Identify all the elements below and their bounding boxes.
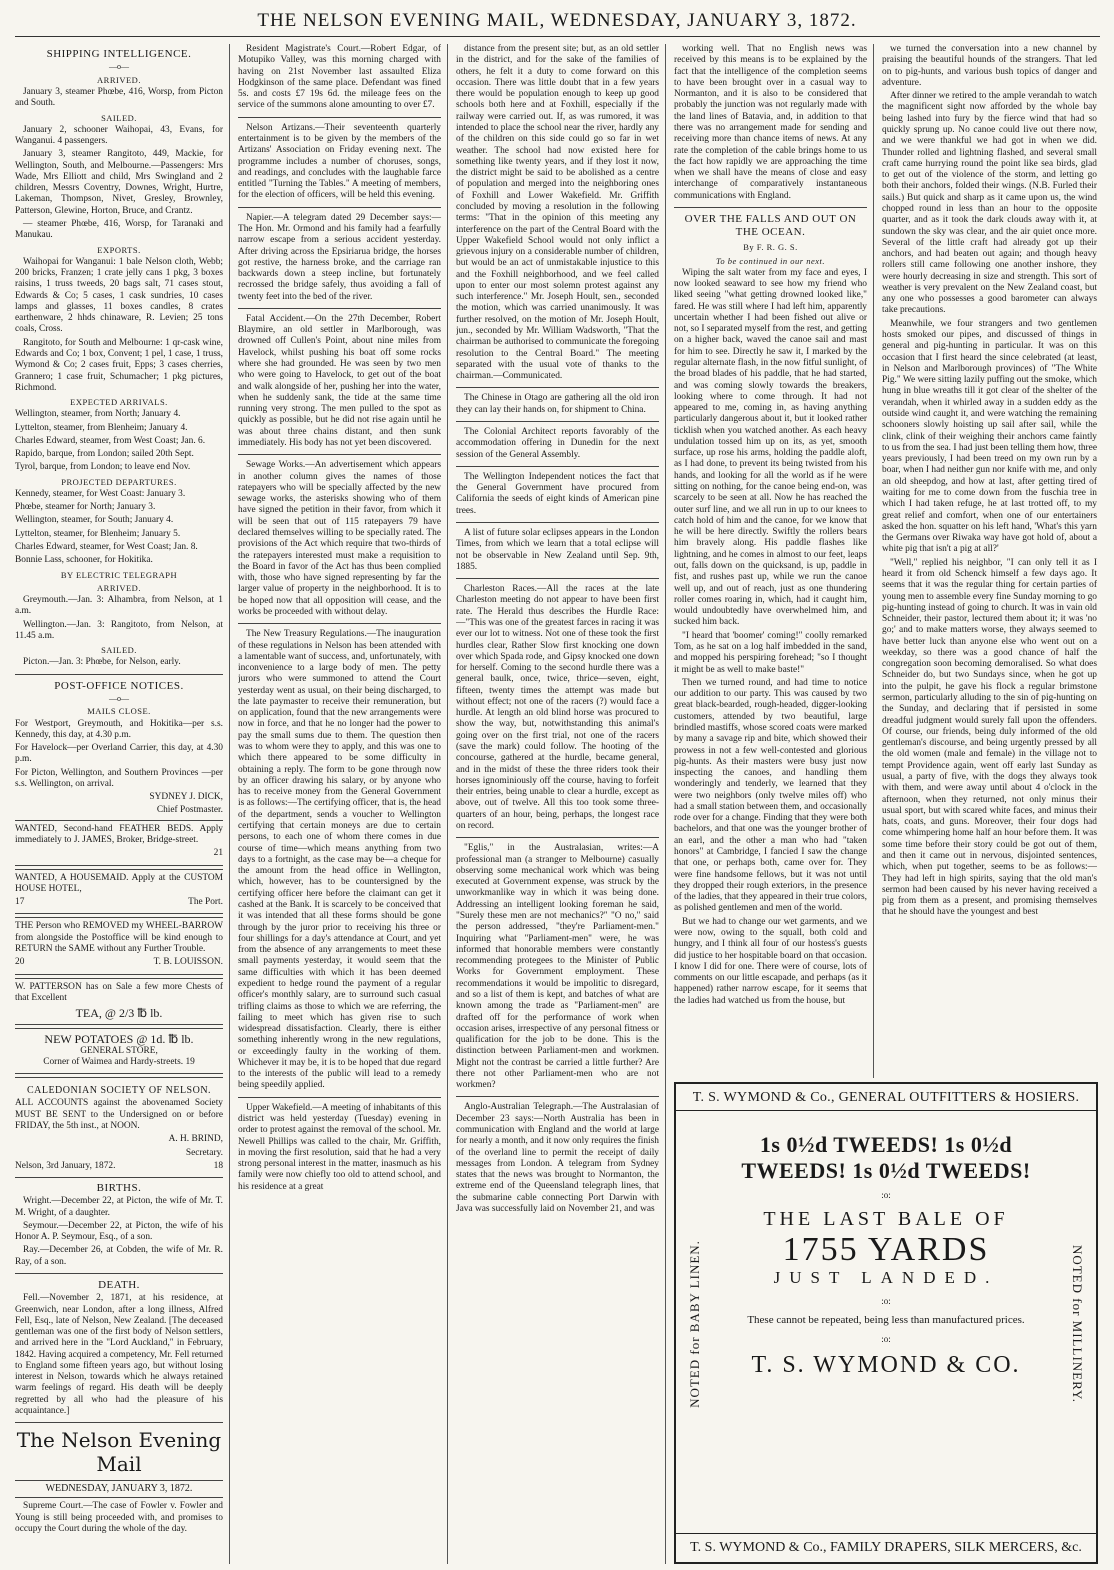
wymond-tweeds: 1s 0½d TWEEDS! 1s 0½d TWEEDS! 1s 0½d TWEEDS! bbox=[741, 1132, 1031, 1183]
article: "Eglis," in the Australasian, writes:—A professional man (a stranger to Melbourne) casually observing some mechanical work which was being executed at Government expense, was struck by the unworkmanlike way in which it was being done. Addressing an intelligent looking foreman he said, "Surely these men are not mechanics?" "O no," said the person addressed, "they're Parliament-men." Inquiring what "Parliament-men" were, he was informed that honorable members were constantly recommending protegees to the Minister of Public Works for Government employment. These recommendations it would be impolitic to disregard, and so a list of them is kept, and batches of what are known among the trade as "Parliament-men" are drafted off for the performance of work when occasion arises, irrespective of any personal fitness or qualification for the job to be done. This is the distinction between Parliament-men and workmen. Might not the contrast be carried a little further? Are there not other Parliament-men who are not workmen? bbox=[456, 843, 659, 1091]
article: Upper Wakefield.—A meeting of inhabitants of this district was held yesterday (Tuesday) evening in order to protest against the removal of the school. Mr. Newell Phillips was called to the chair, Mr. Griffith, in moving the first resolution, said that he had a very strong personal interest in the matter, inasmuch as his family were now chiefly too old to attend school, and his residence at a great bbox=[238, 1102, 441, 1192]
caledonian-signer-title: Secretary. bbox=[185, 1147, 223, 1158]
wymond-yards: 1755 YARDS bbox=[782, 1231, 990, 1268]
ad-number: 20 bbox=[15, 957, 25, 968]
column-4 bbox=[674, 44, 874, 1078]
mail-entry: For Westport, Greymouth, and Hokitika—per s.s. Kennedy, this day, at 4.30 p.m. bbox=[15, 718, 223, 740]
sailed-entry: — steamer Phœbe, 416, Worsp, for Taranaki and Manukau. bbox=[15, 218, 223, 241]
ad-wymond bbox=[674, 1082, 1098, 1564]
story-paragraph: "Well," replied his neighbor, "I can only tell it as I heard it from old Schenck himself a few days ago. It seems that it was the regular thing for certain parties of young men to assemble every fine Sunday morning to go pig-hunting instead of going to church. It was in vain old Schneider, their pastor, lectured them about it; it was 'no go;' and to make matters worse, they always seemed to have better luck than anyone else who went out on a weekday, so there was a good chance of half the congregation soon becoming demoralised. So what does Schneider do, but two Sundays since, when he got up into the pulpit, he gave his flock a regular brimstone sermon, particularly alluding to the sin of pig-hunting on the Sunday, and declaring that if persisted in some dreadful judgment would surely fall upon the offenders. Of course, our friends, being duly informed of the old gentleman's discourse, and being urgently pressed by all the old women (male and female) in the village not to tempt Providence again, went off early last Sunday as usual, a party of five, with the dogs they always took with them, and were away until about 4 o'clock in the afternoon, when they returned, not only minus their usual sport, but with scared white faces, and minus their hats, coats, and guns. Moreover, their four dogs had come whimpering home half an hour before them. It was some time before their story could be got out of them, and then it came out in nervous, disjointed sentences, which, when put together, seems to be as follows:—They had left in high spirits, saying that the old man's sermon had been caused by his never having received a pig from them as a present, and promising themselves that he should have the youngest and best bbox=[882, 557, 1097, 918]
story-paragraph: Meanwhile, we four strangers and two gentlemen hosts smoked our pipes, and discussed of things in general and pig-hunting in particular. It was on this occasion that I first heard the since celebrated (at least, in Nelson and Marlborough provinces) of "The White Pig." We were sitting lazily puffing out the smoke, which hung in blue wreaths till it got clear of the shelter of the verandah, when it whirled away in a sudden eddy as the outside wind caught it, and were watching the remaining schooners slowly hoisting up sail after sail, while the clink, clink of their weighing their anchors came faintly to us from the sea. I had just been telling them how, three years previously, I had been treed on my own run by a boar, when I had neither gun nor knife with me, and only an old sheepdog, and how at last, after getting tired of waiting for me to come down from the fuschia tree in which I had taken refuge, he at last trotted off, to my great relief and comfort, when one of our entertainers asked the hon. squatter on his left hand, 'What's this yarn the Germans over Riwaka way have got hold of, about a white pig that isn't a pig at all?' bbox=[882, 318, 1097, 555]
rule bbox=[456, 421, 659, 422]
projected-entry: Lyttelton, steamer, for Blenheim; January 5. bbox=[15, 528, 181, 539]
article: Napier.—A telegram dated 29 December says:—The Hon. Mr. Ormond and his family had a fearfully narrow escape from a serious accident yesterday. After driving across the Epsiriarua bridge, the horses got restive, the harness broke, and the carriage ran backwards down a steep incline, but fortunately recrossed the bridge safely, thus avoiding a fall of twenty feet into the bed of the river. bbox=[238, 212, 441, 302]
wymond-landed: JUST LANDED. bbox=[773, 1268, 999, 1288]
article: distance from the present site; but, as an old settler in the district, and for the sake of the families of others, he felt it a duty to come forward on this occasion. There was little doubt that in a few years there would be population enough to keep up good schools both here and at Foxhill, especially if the railway were carried out. If, as was rumored, it was intended to place the school near the river, hardly any of the children on this side could go so far in wet weather. The school had now existed here for something like twenty years, and if they lost it now, the district might be said to be abolished as a centre of population and merged into the neighboring ones of Foxhill and Lower Wakefield. Mr. Griffith concluded by moving a resolution in the following terms: "That in the opinion of this meeting any interference on the part of the Central Board with the Upper Wakefield School would not only inflict a grievous injury on a considerable number of children, but would be an act of unmistakable injustice to this and the Foxhill neighborhood, and we feel called upon to enter our most solemn protest against any such interference." Mr. Joseph Hoult, sen., seconded the motion, which was carried unanimously. It was further resolved, on the motion of Mr. Joseph Hoult, jun., seconded by Mr. William Wadsworth, "That the chairman be authorised to communicate the foregoing resolution to the Central Board." The meeting separated with the usual vote of thanks to the chairman.—Communicated. bbox=[456, 44, 659, 382]
rule bbox=[238, 623, 441, 624]
rule bbox=[238, 308, 441, 309]
ad-number: 17 bbox=[15, 897, 25, 908]
exports-heading: EXPORTS. bbox=[97, 244, 141, 255]
ad-text: WANTED, Second-hand FEATHER BEDS. Apply immediately to J. JAMES, Broker, Bridge-street. bbox=[15, 823, 223, 846]
ad-address-text: Corner of Waimea and Hardy-streets. bbox=[43, 1057, 184, 1068]
story-paragraph: But we had to change our wet garments, and we were now, owing to the squall, both cold and hungry, and I think all four of our hostess's guests did justice to her hospitable board on that occasion. I know I did for one. There were of course, lots of comments on our little escapade, and perhaps (as it happened) rather narrow escape, for it seems that the ladies had watched us from the house, but bbox=[674, 916, 867, 1006]
projected-entry: Charles Edward, steamer, for West Coast; Jan. 8. bbox=[15, 542, 198, 552]
wymond-side-right-text: NOTED for MILLINERY. bbox=[1070, 1244, 1085, 1404]
wymond-main bbox=[716, 1132, 1056, 1379]
ad-text: ALL ACCOUNTS against the abovenamed Society MUST BE SENT to the Undersigned on or before FRIDAY, the 5th inst., at NOON. bbox=[15, 1098, 223, 1132]
ad-text: WANTED, A HOUSEMAID. Apply at the CUSTOM HOUSE HOTEL, bbox=[15, 872, 223, 894]
wymond-firm: T. S. WYMOND & CO. bbox=[751, 1352, 1021, 1379]
rule bbox=[456, 837, 659, 838]
rule bbox=[456, 387, 659, 388]
divider: —o— bbox=[109, 693, 129, 703]
sailed-entry: January 3, steamer Rangitoto, 449, Mackie, for Wellington, South, and Melbourne.—Passengers: Mrs Wade, Mrs Elliott and child, Mrs Swingland and 2 children, Messrs Coventry, Downes, Wright, Hurtre, Lakeman, Thompson, Nivet, Gresley, Brownley, Patterson, Glewine, Horton, Bruce, and Crantz. bbox=[15, 149, 223, 216]
story-paragraph: Wiping the salt water from my face and eyes, I now looked seaward to see how my friend who liked seeing "what getting drowned looked like," fared. He was still where I had left him, apparently uncertain whether I had been fished out alive or not, so I separated myself from the rest, and getting on a higher back, waved the canoe sail and mast for him to see. Directly he saw it, I marked by the regular alternate flash, in the now fitful sunlight, of the broad blades of his paddle, that he had started, and was coming slowly towards the breakers, looking where to come through. It had not appeared to me, coming in, as having anything particularly dangerous about it, but it looked rather ticklish when you watched another. As each heavy undulation tossed him up on its, as yet, smooth surface, up rose his arms, holding the paddle aloft, as I had done, to prevent its being twisted from his hands, and looking for all the world as if he were sitting on nothing, for the canoe being end-on, was scarcely to be seen at all. Now he has reached the outer surf line, and we all run in up to our knees to catch hold of him and the canoe, for we know that he will be here directly. Swiftly the rollers bears him bravely along. His paddle flashes like lightning, and he comes in almost to our feet, leaps out, falls down on the quicksand, is up, paddle in fist, and rushes past up, while we run the canoe well up, and out of reach, just as one thundering roller comes roaring in, which, had it caught him, would undoubtedly have overwhelmed him, and sucked him back. bbox=[674, 267, 867, 628]
ad-number: 21 bbox=[213, 848, 223, 859]
paper-dateline: WEDNESDAY, JANUARY 3, 1872. bbox=[15, 1480, 223, 1498]
ad-potatoes-price: NEW POTATOES @ 1d. ℔ lb. bbox=[44, 1031, 194, 1046]
ad-signer: T. B. LOUISSON. bbox=[153, 957, 223, 968]
article: The Colonial Architect reports favorably of the accommodation offering in Dunedin for the next session of the General Assembly. bbox=[456, 427, 659, 460]
ad-feather-beds bbox=[15, 820, 223, 866]
expected-entry: Wellington, steamer, from North; January 4. bbox=[15, 409, 181, 420]
post-title: POST-OFFICE NOTICES. bbox=[54, 679, 184, 692]
births-title: BIRTHS. bbox=[96, 1182, 142, 1195]
story-note: To be continued in our next. bbox=[715, 255, 826, 266]
article: Anglo-Australian Telegraph.—The Australasian of December 23 says:—North Australia has been in communication with England and the world at large for nearly a month, and it now only requires the finish of the overland line to permit the receipt of daily messages from London. A telegram from Sydney states that the news was brought to Normanton, the extreme end of the Queensland telegraph lines, that the submarine cable connecting Port Darwin with Java was successfully laid on November 21, and was bbox=[456, 1102, 659, 1214]
expected-entry: Tyrol, barque, from London; to leave end Nov. bbox=[15, 462, 191, 473]
projected-entry: Bonnie Lass, schooner, for Hokitika. bbox=[15, 555, 153, 566]
divider: —o— bbox=[109, 62, 129, 72]
birth-entry: Ray.—December 26, at Cobden, the wife of Mr. R. Ray, of a son. bbox=[15, 1245, 223, 1267]
ad-wheelbarrow bbox=[15, 917, 223, 974]
death-title: DEATH. bbox=[98, 1279, 140, 1292]
article: The Wellington Independent notices the fact that the General Government have procured from California the seeds of eight kinds of American pine trees. bbox=[456, 471, 659, 516]
ad-store-name: GENERAL STORE, bbox=[80, 1045, 158, 1056]
birth-entry: Seymour.—December 22, at Picton, the wife of his Honor A. P. Seymour, Esq., of a son. bbox=[15, 1220, 223, 1243]
ad-place: The Port. bbox=[188, 897, 223, 908]
tel-arrived-heading: ARRIVED. bbox=[97, 582, 141, 593]
story-byline: By F. R. G. S. bbox=[743, 242, 798, 253]
expected-entry: Rapido, barque, from London; sailed 20th Sept. bbox=[15, 449, 194, 460]
rule bbox=[15, 1273, 223, 1274]
ad-text: THE Person who REMOVED my WHEEL-BARROW from alongside the Postoffice will be kind enough to RETURN the SAME without any Further Trouble. bbox=[15, 921, 223, 954]
mails-heading: MAILS CLOSE. bbox=[87, 706, 151, 717]
wymond-last-bale: THE LAST BALE OF bbox=[763, 1208, 1009, 1230]
ad-tea bbox=[15, 978, 223, 1025]
story-paragraph: After dinner we retired to the ample verandah to watch the magnificent sight now afforded by the whole bay being lashed into fury by the fierce wind that had so quickly sprung up. No canoe could live out there now, and we were thankful we had got in when we did. Thunder rolled and lightning flashed, and several small craft came hurrying round the point like sea birds, glad to get out of the violence of the storm, and letting go both their anchors, folded their wings. (N.B. Furled their sails.) But quick and sharp as it came upon us, the wind chopped round in less than an hour to the opposite quarter, and as it took the dark clouds away with it, at sundown the sky was clear, and the air quiet once more. Several of the little craft had already got up their anchors, and had beaten out again; and though heavy rollers still came following one another inshore, they were hourly decreasing in size and strength. This sort of weather is very prevalent on the New Zealand coast, but any one who possesses a good barometer can always take precautions. bbox=[882, 91, 1097, 316]
caledonian-date bbox=[15, 1161, 223, 1172]
expected-entry: Charles Edward, steamer, from West Coast; Jan. 6. bbox=[15, 435, 206, 446]
projected-entry: Phœbe, steamer for North; January 3. bbox=[15, 502, 156, 513]
ad-text-end bbox=[15, 897, 223, 908]
sailed-entry: January 2, schooner Waihopai, 43, Evans, for Wanganui. 4 passengers. bbox=[15, 124, 223, 146]
ad-caledonian bbox=[15, 1077, 223, 1178]
post-signer: SYDNEY J. DICK, bbox=[149, 792, 223, 803]
rule bbox=[456, 466, 659, 467]
projected-entry: Kennedy, steamer, for West Coast: January 3. bbox=[15, 488, 186, 499]
rule bbox=[238, 117, 441, 118]
masthead: THE NELSON EVENING MAIL, WEDNESDAY, JANUARY 3, 1872. bbox=[257, 10, 857, 31]
post-signer-title: Chief Postmaster. bbox=[156, 805, 223, 816]
telegraph-heading: BY ELECTRIC TELEGRAPH bbox=[60, 569, 178, 580]
rule bbox=[456, 522, 659, 523]
column-2 bbox=[238, 44, 448, 1564]
exports-entry: Waihopai for Wanganui: 1 bale Nelson cloth, Webb; 200 bricks, Franzen; 1 crate jelly cans 1 pkg, 3 boxes raisins, 1 truss tweeds, 20 bags salt, 71 cases stout, Edwards & Co; 5 cases, 1 cask sundries, 10 cases lamps and glasses, 11 boxes candles, 8 crates earthenware, 2 hhds chinaware, R. Levien; 25 tons coals, Cross. bbox=[15, 256, 223, 335]
article: The New Treasury Regulations.—The inauguration of these regulations in Nelson has been attended with a lamentable want of success, and, unfortunately, with inconvenience to a large body of men. The petty jurors who were summoned to attend the Court yesterday went as usual, on their being discharged, to the late paymaster to receive their remuneration, but on application, found that the new arrangements were now in force, and that he no longer had the power to pay the small sums due to them. The question then was to whom were they to apply, and this was one to which there appeared to be some difficulty in obtaining a reply. The form to be gone through now by an officer drawing his salary, or by anyone who has to receive money from the General Government is as follows:—The certifying officer, that is, the head of the department, sends a voucher to Wellington certifying that certain moneys are due to certain persons, to each one of whom there comes in due course of time—which means anything from two days to a fortnight, as the case may be—a cheque for the amount from the head office in Wellington, which, however, has to be countersigned by the certifying officer here before the claimant can get it cashed at the Bank. It is scarcely to be conceived that it was intended that all these forms should be gone through by the juror prior to receiving his three or four shillings for a day's attendance at Court, and yet from the absence of any arrangements to meet these small payments yesterday, it would seem that the same difficulties with which it has been deemed expedient to hedge round the payment of a regular officer's monthly salary, are to surround such casual trifling claims as those to which we are referring, the failing to meet which has given rise to such widespread dissatisfaction. Clearly, there is either something inherently wrong in the new regulations, or exceedingly faulty in the working of them. Whichever it may be, it is to be hoped that due regard to the interests of the public will lead to a remedy being speedily applied. bbox=[238, 629, 441, 1091]
wymond-top-banner: T. S. WYMOND & Co., GENERAL OUTFITTERS & HOSIERS. bbox=[676, 1084, 1096, 1111]
ad-store-address bbox=[15, 1057, 223, 1068]
wymond-ornament: :o: bbox=[881, 1296, 891, 1307]
rule bbox=[238, 454, 441, 455]
article: A list of future solar eclipses appears in the London Times, from which we learn that a total eclipse will not be observable in New Zealand until Sep. 9th, 1885. bbox=[456, 527, 659, 572]
tel-arrived-entry: Wellington.—Jan. 3: Rangitoto, from Nelson, at 11.45 a.m. bbox=[15, 619, 223, 641]
rule bbox=[238, 207, 441, 208]
story-paragraph: "I heard that 'boomer' coming!" coolly remarked Tom, as he sat on a log half imbedded in the sand, and mopped his perspiring forehead; "so I thought it might be as well to make baste!" bbox=[674, 630, 867, 675]
column-5 bbox=[882, 44, 1097, 1078]
rule bbox=[456, 578, 659, 579]
ad-potatoes bbox=[15, 1028, 223, 1075]
rule bbox=[15, 674, 223, 675]
ad-number: 18 bbox=[213, 1160, 223, 1171]
arrived-heading: ARRIVED. bbox=[97, 74, 141, 85]
wymond-ornament: :o: bbox=[881, 1190, 891, 1200]
story-paragraph: Then we turned round, and had time to notice our addition to our party. This was caused by two great black-bearded, rough-headed, digger-looking customers, attended by two beautiful, large brindled mastiffs, whose scored coats were marked by many a savage rip and bite, which showed their prowess in not a few well-contested and glorious pig-hunts. As their masters were busy just now inspecting the canoes, and handling them wonderingly and tenderly, we learned that they were two neighbors (only twelve miles off) who had a small station between them, and occasionally rode over for a change. Finding that they were both bachelors, and that one was the younger brother of an earl, and the other a man who had "taken honors" at Cambridge, I fancied I saw the change that one, or perhaps both, came over for. They were fine handsome fellows, but it was not until they dropped their rough exteriors, in the presence of the ladies, that they appeared in their true colors, as polished gentlemen and men of the world. bbox=[674, 677, 867, 914]
article: Sewage Works.—An advertisement which appears in another column gives the names of those ratepayers who will be specially affected by the new sewage works, the asterisks showing who of them have signed the petition in their favor, from which it will be seen that out of 115 ratepayers 79 have declared themselves willing to be specially rated. The provisions of the Act which require that two-thirds of the ratepayers interested must make a requisition to the Board in favor of the Act has thus been complied with, those who have signed representing by far the larger value of property in the neighborhood. It is to be hoped now that all opposition will cease, and the works be proceeded with without delay. bbox=[238, 460, 441, 617]
article: Fatal Accident.—On the 27th December, Robert Blaymire, an old settler in Marlborough, was drowned off Cullen's Point, about nine miles from Havelock, whilst pushing his boat off some rocks where she had grounded. He was seen by two men who were going to Havelock, to get out of the boat and walk alongside of her, pushing her into the water, when he suddenly sank, the tide at the same time running very strong. The men pulled to the spot as quickly as possible, but he did not rise again until he was about three chains distant, and then sunk immediately. His body has not yet been discovered. bbox=[238, 313, 441, 448]
expected-heading: EXPECTED ARRIVALS. bbox=[70, 397, 168, 408]
death-entry: Fell.—November 2, 1871, at his residence, at Greenwich, near London, after a long illness, Alfred Fell, Esq., late of Nelson, New Zealand. [The deceased gentleman was one of the first body of Nelson settlers, and arrived here in the "Lord Auckland," in February, 1842. Having acquired a competency, Mr. Fell returned to England some fifteen years ago, but without losing interest in Nelson, towards which he always retained warm feelings of regard. His death will be deeply regretted by all who had the pleasure of his acquaintance.] bbox=[15, 1293, 223, 1417]
paper-nameplate: The Nelson Evening Mail bbox=[16, 1428, 222, 1477]
article: The Chinese in Otago are gathering all the old iron they can lay their hands on, for shipment to China. bbox=[456, 393, 659, 415]
column-1 bbox=[15, 44, 230, 1564]
ad-housemaid bbox=[15, 869, 223, 915]
column-3 bbox=[456, 44, 666, 1564]
rule bbox=[674, 207, 867, 208]
wymond-bottom-banner: T. S. WYMOND & Co., FAMILY DRAPERS, SILK MERCERS, &c. bbox=[676, 1533, 1096, 1562]
tel-sailed-heading: SAILED. bbox=[101, 645, 137, 656]
expected-entry: Lyttelton, steamer, from Blenheim; January 4. bbox=[15, 422, 188, 433]
article-supreme-court: Supreme Court.—The case of Fowler v. Fowler and Young is still being proceeded with, and promises to occupy the Court during the whole of the day. bbox=[15, 1501, 223, 1534]
shipping-title: SHIPPING INTELLIGENCE. bbox=[46, 48, 192, 60]
rule bbox=[456, 1096, 659, 1097]
ad-number: 19 bbox=[185, 1057, 195, 1068]
date-text: Nelson, 3rd January, 1872. bbox=[15, 1160, 116, 1171]
article: Nelson Artizans.—Their seventeenth quarterly entertainment is to be given by the members of the Artizans' Association on Friday evening next. The programme includes a number of choruses, songs, and readings, and concludes with the laughable farce entitled "Turning the Tables." A meeting of members, for the election of officers, will be held this evening. bbox=[238, 122, 441, 201]
wymond-side-right bbox=[1062, 1124, 1092, 1524]
wymond-side-left bbox=[680, 1124, 710, 1524]
tel-sailed-entry: Picton.—Jan. 3: Phœbe, for Nelson, early. bbox=[23, 657, 181, 668]
ad-signature bbox=[15, 957, 223, 968]
caledonian-signer: A. H. BRIND, bbox=[168, 1134, 223, 1145]
story-title: OVER THE FALLS AND OUT ON THE OCEAN. bbox=[684, 212, 857, 239]
ad-text: W. PATTERSON has on Sale a few more Chests of that Excellent bbox=[15, 981, 223, 1003]
article: Charleston Races.—All the races at the late Charleston meeting do not appear to have been first rate. The Herald thus describes the Hurdle Race:—"This was one of the greatest farces in racing it was ever our lot to witness. Not one of these took the first hurdles clear, Rather Slow first knocking one down over which Spada rode, and Gipsy knocked one down for herself. Coming to the second hurdle there was a general baulk, once, twice, thrice—seven, eight, fifteen, twenty times the attempt was made but without effect; not one of the racers (?) would face a hurdle. At length an old blind horse was procured to show the way, but, notwithstanding this animal's going over on the first trial, not one of the racers (save the mark) could follow. The hooting of the concourse, gathered at the hurdle, became general, and in the midst of these the three riders took their horses ignominiously off the course, having to forfeit their entries, being unable to clear a hurdle, except as above, out of twelve. All this too took some three-quarters of an hour, being, perhaps, the longest race on record. bbox=[456, 584, 659, 831]
masthead-rule bbox=[15, 36, 1100, 37]
projected-entry: Wellington, steamer, for South; January 4. bbox=[15, 515, 174, 526]
mail-entry: For Picton, Wellington, and Southern Provinces —per s.s. Wellington, on arrival. bbox=[15, 767, 223, 789]
article: working well. That no English news was received by this means is to be explained by the fact that the intelligence of the completion seems to have been brought over in a casual way to Normanton, and it is also to be considered that probably the junction was not regularly made with the land lines of Batavia, and, in addition to that there was no arrangement made for sending and receiving more than chance items of news. At any rate the completion of the cable brings home to us the fact how rapidly we are approaching the time when we shall have the means of close and easy interchange of comparatively instantaneous communications with England. bbox=[674, 44, 867, 201]
ad-tea-price: TEA, @ 2/3 ℔ lb. bbox=[75, 1006, 163, 1021]
caledonian-title: CALEDONIAN SOCIETY OF NELSON. bbox=[26, 1085, 212, 1097]
birth-entry: Wright.—December 22, at Picton, the wife of Mr. T. M. Wright, of a daughter. bbox=[15, 1196, 223, 1218]
exports-entry: Rangitoto, for South and Melbourne: 1 qr-cask wine, Edwards and Co; 1 box, Convent; 1 pel, 1 case, 1 truss, Wymond & Co; 2 cases fruit, Epps; 3 cases cherries, Grannero; 1 case fruit, Schumacher; 1 pkg pictures, Richmond. bbox=[15, 337, 223, 393]
rule bbox=[15, 1422, 223, 1423]
arrived-entry: January 3, steamer Phœbe, 416, Worsp, from Picton and South. bbox=[15, 86, 223, 109]
sailed-heading: SAILED. bbox=[101, 112, 137, 123]
tel-arrived-entry: Greymouth.—Jan. 3: Alhambra, from Nelson, at 1 a.m. bbox=[15, 594, 223, 617]
rule bbox=[238, 1097, 441, 1098]
mail-entry: For Havelock—per Overland Carrier, this day, at 4.30 p.m. bbox=[15, 743, 223, 765]
wymond-ornament: :o: bbox=[881, 1334, 891, 1345]
wymond-side-left-text: NOTED for BABY LINEN. bbox=[687, 1240, 703, 1408]
wymond-cannot: These cannot be repeated, being less than manufactured prices. bbox=[747, 1314, 1025, 1327]
projected-heading: PROJECTED DEPARTURES. bbox=[61, 476, 177, 487]
story-paragraph: we turned the conversation into a new channel by praising the beautiful hounds of the strangers. That led on to pig-hunts, and various bush topics of danger and adventure. bbox=[882, 44, 1097, 88]
article: Resident Magistrate's Court.—Robert Edgar, of Motupiko Valley, was this morning charged with having on 21st November last assaulted Eliza Hodgkinson of the same place. Defendant was fined 5s. and costs £7 19s 6d. the mileage fees on the service of the summons alone amounting to over £7. bbox=[238, 44, 441, 111]
